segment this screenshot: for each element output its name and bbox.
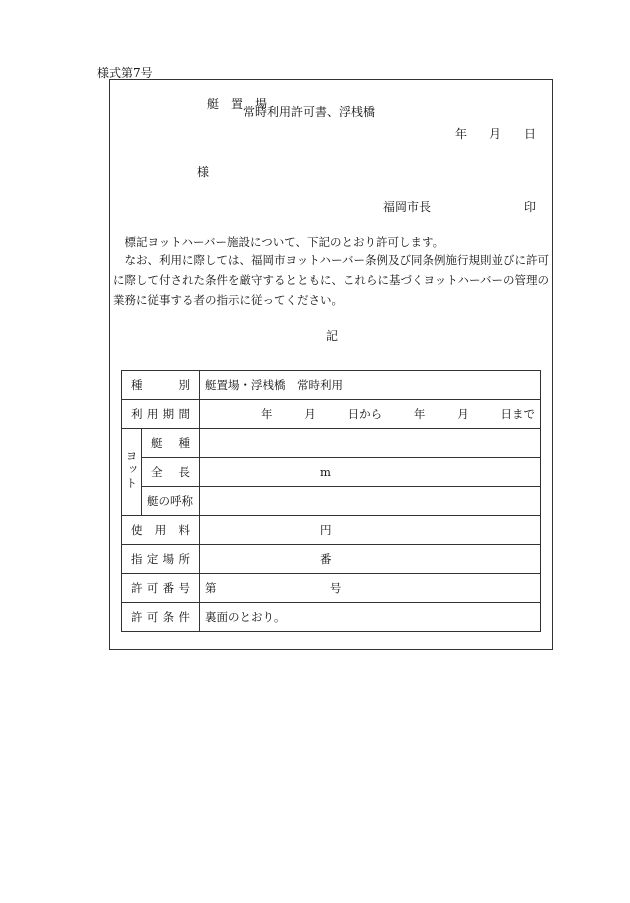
label-char: 定 bbox=[146, 552, 159, 566]
type-value: 艇置場・浮桟橋 常時利用 bbox=[200, 371, 541, 400]
permit-number-label bbox=[122, 574, 200, 603]
label-char: 場 bbox=[162, 552, 175, 566]
title-line2: 常時利用許可書、浮桟橋 bbox=[243, 105, 376, 119]
boat-name-value bbox=[200, 487, 541, 516]
title-line1: 艇 置 場 bbox=[207, 97, 268, 111]
label-char: 全 bbox=[151, 465, 163, 479]
table-row-type bbox=[122, 371, 541, 400]
period-label bbox=[122, 400, 200, 429]
fee-unit: 円 bbox=[200, 516, 541, 545]
period-value bbox=[200, 400, 541, 429]
permit-detail-table bbox=[121, 370, 541, 632]
issuer-seal: 印 bbox=[524, 200, 537, 214]
date-day: 日 bbox=[524, 127, 537, 141]
table-row-conditions bbox=[122, 603, 541, 632]
label-char: 可 bbox=[146, 610, 159, 624]
place-unit: 番 bbox=[200, 545, 541, 574]
table-row-place bbox=[122, 545, 541, 574]
label-char: 使 bbox=[131, 523, 143, 537]
boat-name-label: 艇の呼称 bbox=[142, 487, 200, 516]
label-char: 許 bbox=[131, 610, 143, 624]
label-char: 料 bbox=[178, 523, 190, 537]
yacht-group-label: ヨット bbox=[122, 429, 142, 516]
label-char: 長 bbox=[178, 465, 190, 479]
addressee: 様 bbox=[197, 165, 210, 179]
label-char: 種 bbox=[178, 436, 190, 450]
hull-type-label bbox=[142, 429, 200, 458]
fee-label bbox=[122, 516, 200, 545]
date-year: 年 bbox=[455, 127, 468, 141]
table-row-boat-name bbox=[122, 487, 541, 516]
period-month-to: 月 bbox=[457, 407, 469, 421]
permit-number-value bbox=[200, 574, 541, 603]
permit-number-suffix: 号 bbox=[329, 581, 342, 595]
label-char: 号 bbox=[178, 581, 190, 595]
length-unit: m bbox=[200, 458, 541, 487]
label-char: 用 bbox=[154, 523, 167, 537]
period-year-to: 年 bbox=[413, 407, 426, 421]
table-row-period bbox=[122, 400, 541, 429]
place-label bbox=[122, 545, 200, 574]
table-row-length bbox=[122, 458, 541, 487]
label-char: 可 bbox=[146, 581, 159, 595]
hull-type-value bbox=[200, 429, 541, 458]
body-paragraph-2: なお、利用に際しては、福岡市ヨットハーバー条例及び同条例施行規則並びに許可に際して付された条件を厳守するとともに、これらに基づくヨットハーバーの管理の業務に従事する者の指示に従ってください。 bbox=[113, 253, 549, 307]
table-row-hull-type bbox=[122, 429, 541, 458]
period-year-from: 年 bbox=[261, 407, 273, 421]
label-char: 件 bbox=[178, 610, 190, 624]
label-char: 種 bbox=[131, 378, 143, 392]
conditions-value: 裏面のとおり。 bbox=[200, 603, 541, 632]
label-char: 番 bbox=[162, 581, 175, 595]
label-char: 用 bbox=[146, 407, 159, 421]
length-label bbox=[142, 458, 200, 487]
date-month: 月 bbox=[489, 127, 502, 141]
label-char: 条 bbox=[162, 610, 175, 624]
permit-number-prefix: 第 bbox=[205, 581, 217, 595]
form-number: 様式第7号 bbox=[97, 66, 153, 80]
period-day-to: 日まで bbox=[500, 407, 535, 421]
body-paragraph-1: 標記ヨットハーバー施設について、下記のとおり許可します。 bbox=[124, 235, 445, 249]
issuer-name: 福岡市長 bbox=[383, 200, 432, 214]
table-row-permit-number bbox=[122, 574, 541, 603]
label-char: 所 bbox=[178, 552, 190, 566]
conditions-label bbox=[122, 603, 200, 632]
label-char: 艇 bbox=[151, 436, 163, 450]
label-char: 利 bbox=[131, 407, 143, 421]
label-char: 間 bbox=[178, 407, 190, 421]
ki-heading: 記 bbox=[326, 329, 339, 343]
period-month-from: 月 bbox=[304, 407, 316, 421]
label-char: 指 bbox=[131, 552, 143, 566]
table-row-fee bbox=[122, 516, 541, 545]
label-char: 別 bbox=[178, 378, 190, 392]
label-char: 期 bbox=[162, 407, 175, 421]
label-char: 許 bbox=[131, 581, 143, 595]
type-label bbox=[122, 371, 200, 400]
period-day-from: 日から bbox=[347, 407, 383, 421]
